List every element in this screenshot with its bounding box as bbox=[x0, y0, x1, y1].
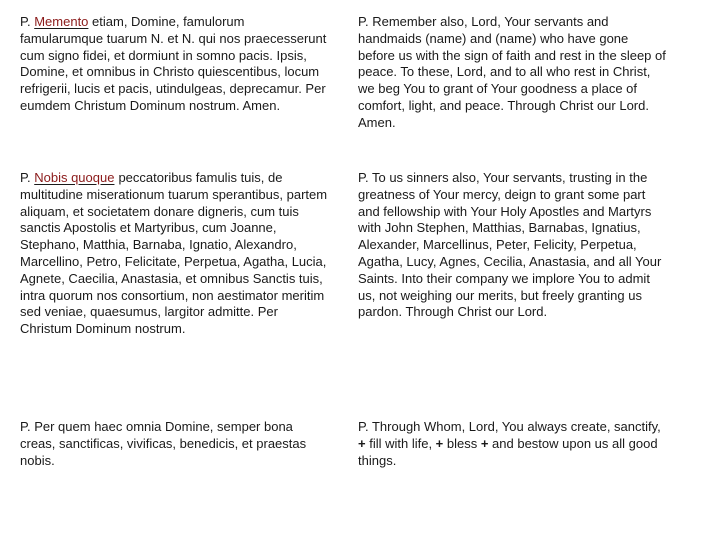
latin-per-quem: P. Per quem haec omnia Domine, semper bona creas, sanctificas, vivificas, benedicis, et praestas nobis. bbox=[20, 419, 307, 468]
keyword-memento: Memento bbox=[34, 14, 89, 29]
english-memento: P. Remember also, Lord, Your servants and handmaids (name) and (name) who have gone before us with the sign of faith and rest in the sleep of peace. To these, Lord, and to all who rest in Christ, we beg You to grant of Your goodness a place of comfort, light, and peace. Through Christ our Lord. Amen. bbox=[358, 14, 666, 130]
latin-memento: P. Memento etiam, Domine, famulorum famularumque tuarum N. et N. qui nos praecesserunt cum signo fidei, et dormiunt in somno pacis. Ipsis, Domine, et omnibus in Christo quiescentibus, locum refrigerii, lucis et pacis, utindulgeas, deprecamur. Per eumdem Christum Dominum nostrum. Amen. bbox=[20, 14, 327, 113]
cross-symbol: + bbox=[435, 435, 444, 451]
english-nobis-quoque: P. To us sinners also, Your servants, trusting in the greatness of Your mercy, deign to grant some part and fellowship with Your Holy Apostles and Martyrs with John Stephen, Matthias, Barnabas, Ignatius, Alexander, Marcellinus, Peter, Felicity, Perpetua, Agatha, Lucy, Agnes, Cecilia, Anastasia, and all Your Saints. Into their company we implore You to admit us, not weighing our merits, but freely granting us pardon. Through Christ our Lord. bbox=[358, 170, 662, 320]
keyword-nobis-quoque: Nobis quoque bbox=[34, 170, 115, 185]
cross-symbol: + bbox=[480, 435, 489, 451]
cross-symbol: + bbox=[358, 435, 366, 451]
english-per-quem: P. Through Whom, Lord, You always create, sanctify, + fill with life, + bless + and bestow upon us all good things. bbox=[358, 419, 661, 468]
latin-nobis-quoque: P. Nobis quoque peccatoribus famulis tuis, de multitudine miserationum tuarum sperantibus, partem aliquam, et societatem donare digneris, cum tuis sanctis Apostolis et Martyribus, cum Joanne, Stephano, Matthia, Barnaba, Ignatio, Alexandro, Marcellino, Petro, Felicitate, Perpetua, Agatha, Lucia, Agnete, Caecilia, Anastasia, et omnibus Sanctis tuis, intra quorum nos consortium, non aestimator meritim sed veniae, quaesumus, largitor admitte. Per Christum Dominum nostrum. bbox=[20, 170, 328, 337]
